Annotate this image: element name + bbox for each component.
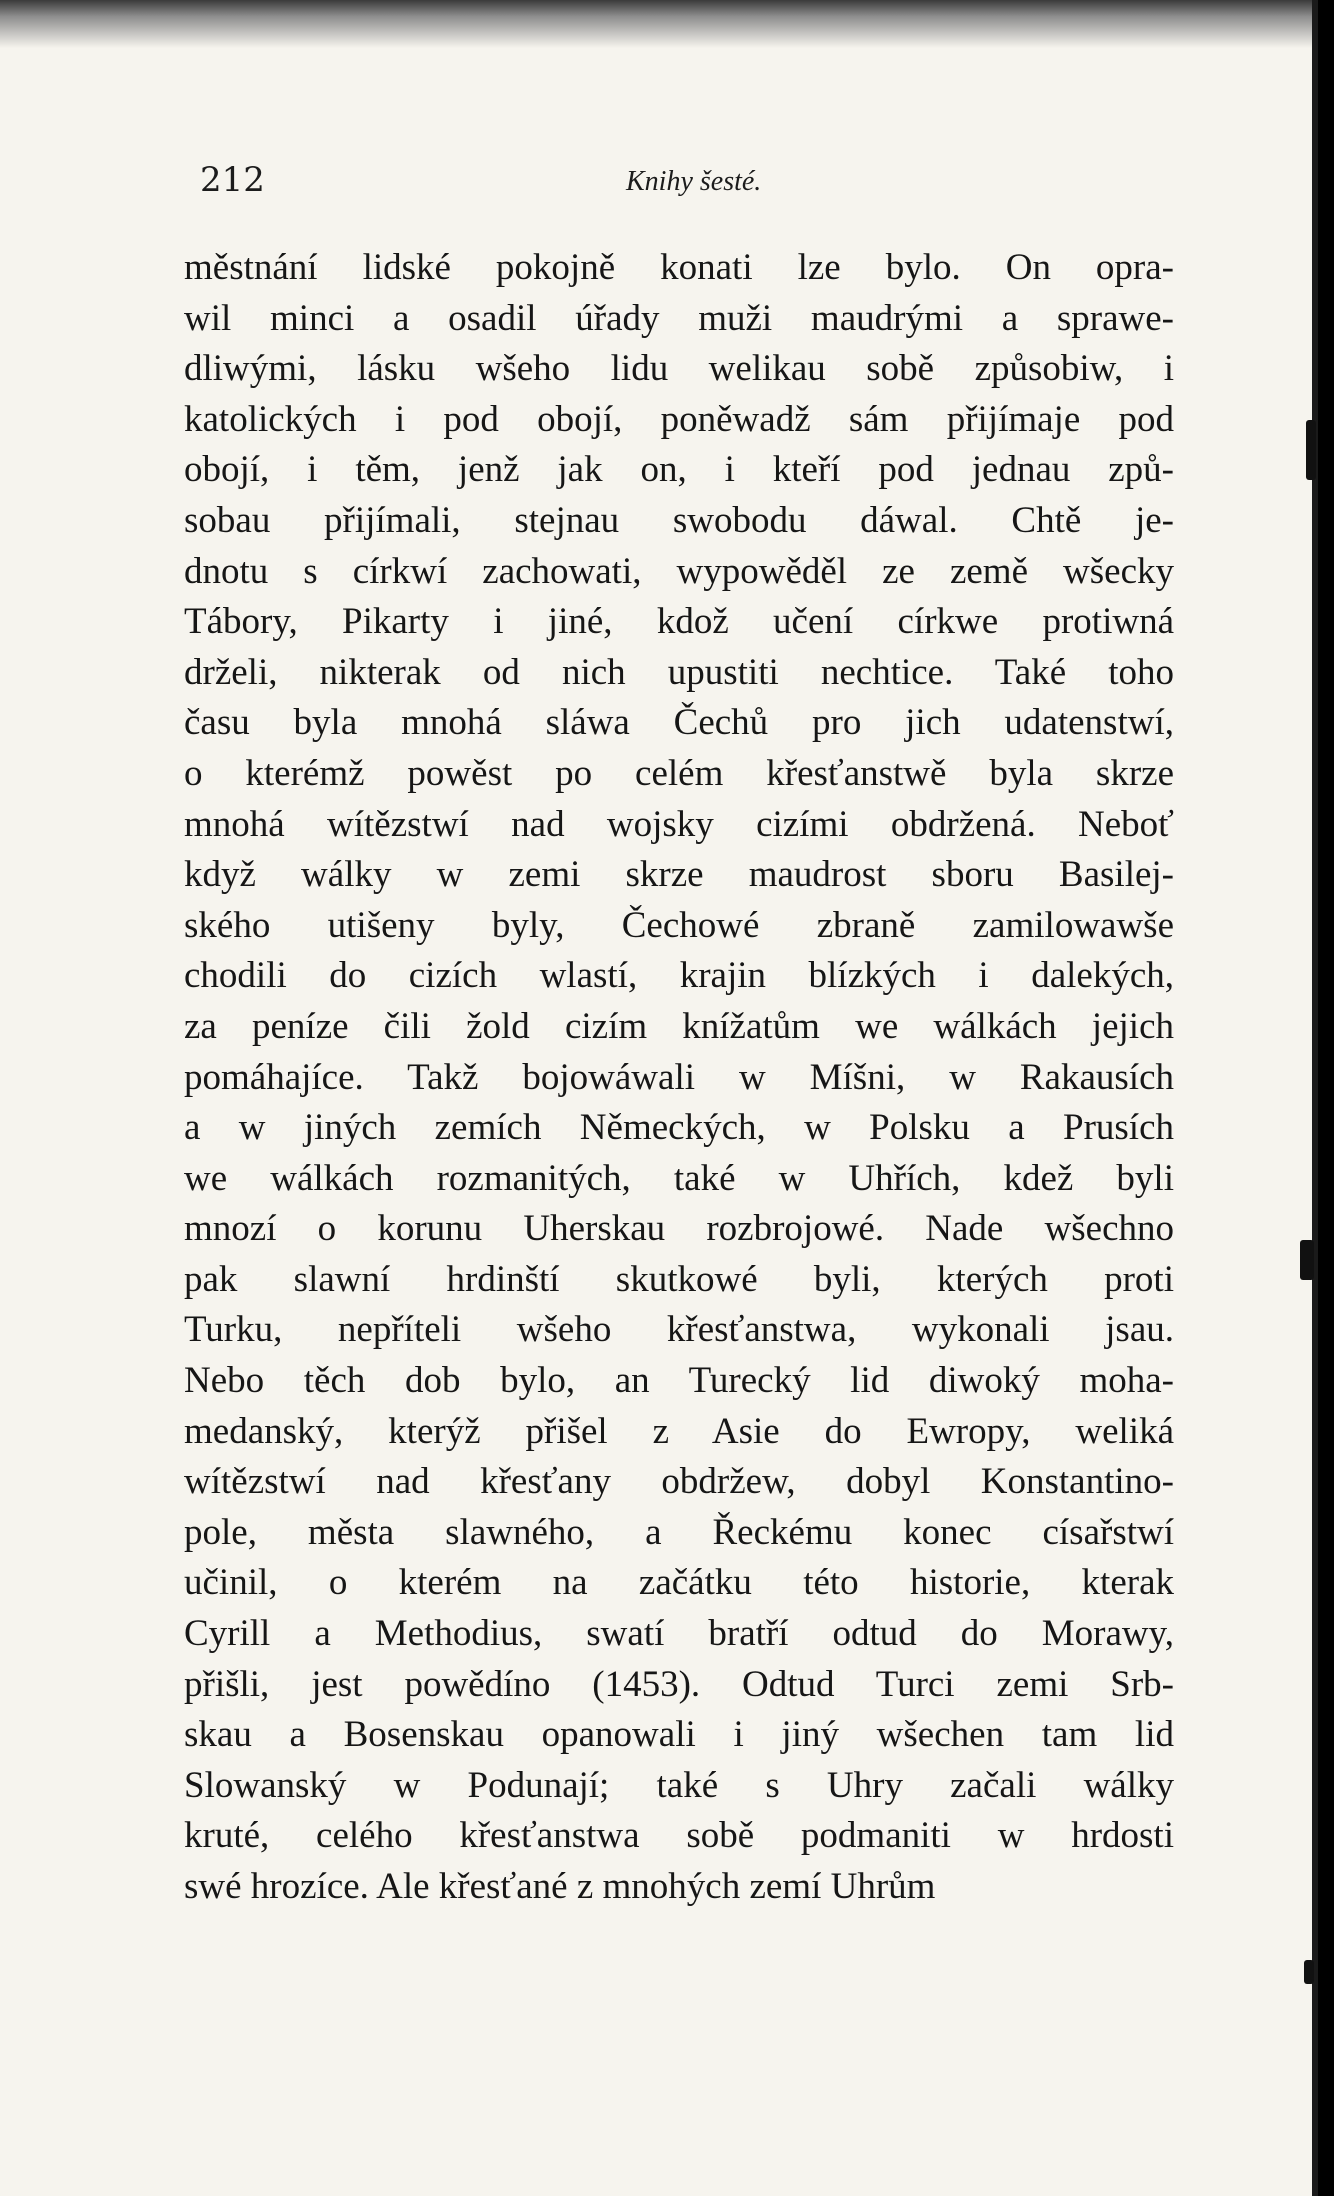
text-line: ského utišeny byly, Čechowé zbraně zamilowawše [184, 904, 1174, 946]
text-line: drželi, nikterak od nich upustiti nechtice. Také toho [184, 651, 1174, 693]
text-line: městnání lidské pokojně konati lze bylo. On opra- [184, 247, 1174, 288]
edge-ink-mark [1300, 1240, 1314, 1280]
text-line: mnozí o korunu Uherskau rozbrojowé. Nade wšechno [184, 1208, 1174, 1250]
text-line: když wálky w zemi skrze maudrost sboru Basilej- [184, 854, 1174, 896]
text-line: dliwými, lásku wšeho lidu welikau sobě způsobiw, i [184, 348, 1174, 390]
edge-ink-mark [1304, 1960, 1314, 1984]
text-line: přišli, jest powědíno (1453). Odtud Turci zemi Srb- [184, 1663, 1174, 1705]
text-line: obojí, i těm, jenž jak on, i kteří pod jednau způ- [184, 449, 1174, 491]
text-line: swé hrozíce. Ale křesťané z mnohých zemí Uhrům [184, 1866, 936, 1907]
text-line: dnotu s církwí zachowati, wypowěděl ze země wšecky [184, 550, 1174, 592]
text-line: o kterémž powěst po celém křesťanstwě byla skrze [184, 752, 1174, 794]
text-line: a w jiných zemích Německých, w Polsku a Prusích [184, 1107, 1174, 1149]
text-line: Slowanský w Podunají; také s Uhry začali wálky [184, 1764, 1174, 1806]
text-line: za peníze čili žold cizím knížatům we wálkách jejich [184, 1005, 1174, 1047]
page-edge-line [1312, 0, 1318, 2196]
text-line: wil minci a osadil úřady muži maudrými a sprawe- [184, 297, 1174, 339]
running-head [200, 160, 820, 210]
text-line: pomáhajíce. Takž bojowáwali w Míšni, w Rakausích [184, 1056, 1174, 1098]
edge-ink-mark [1306, 420, 1316, 480]
text-line: pak slawní hrdinští skutkowé byli, kterých proti [184, 1258, 1174, 1300]
text-line: Tábory, Pikarty i jiné, kdož učení církwe protiwná [184, 601, 1174, 643]
text-line: Turku, nepříteli wšeho křesťanstwa, wykonali jsau. [184, 1309, 1174, 1351]
scan-top-shadow [0, 0, 1318, 48]
text-line: učinil, o kterém na začátku této historie, kterak [184, 1562, 1174, 1604]
text-line: Nebo těch dob bylo, an Turecký lid diwoký moha- [184, 1360, 1174, 1402]
text-line: mnohá wítězstwí nad wojsky cizími obdržená. Neboť [184, 803, 1174, 845]
page-number: 212 [200, 160, 265, 200]
text-line: skau a Bosenskau opanowali i jiný wšechen tam lid [184, 1714, 1174, 1756]
text-line: času byla mnohá sláwa Čechů pro jich udatenstwí, [184, 702, 1174, 744]
text-line: sobau přijímali, stejnau swobodu dáwal. Chtě je- [184, 499, 1174, 541]
text-line: we wálkách rozmanitých, také w Uhřích, kdež byli [184, 1157, 1174, 1199]
text-line: wítězstwí nad křesťany obdržew, dobyl Konstantino- [184, 1461, 1174, 1503]
body-text [184, 243, 1174, 1913]
text-line: kruté, celého křesťanstwa sobě podmaniti w hrdosti [184, 1815, 1174, 1857]
text-line: katolických i pod obojí, poněwadž sám přijímaje pod [184, 398, 1174, 440]
text-line: pole, města slawného, a Řeckému konec císařstwí [184, 1511, 1174, 1553]
running-title: Knihy šesté. [626, 166, 762, 197]
text-line: chodili do cizích wlastí, krajin blízkých i dalekých, [184, 955, 1174, 997]
text-line: Cyrill a Methodius, swatí bratří odtud do Morawy, [184, 1613, 1174, 1655]
text-line: medanský, kterýž přišel z Asie do Ewropy, weliká [184, 1410, 1174, 1452]
